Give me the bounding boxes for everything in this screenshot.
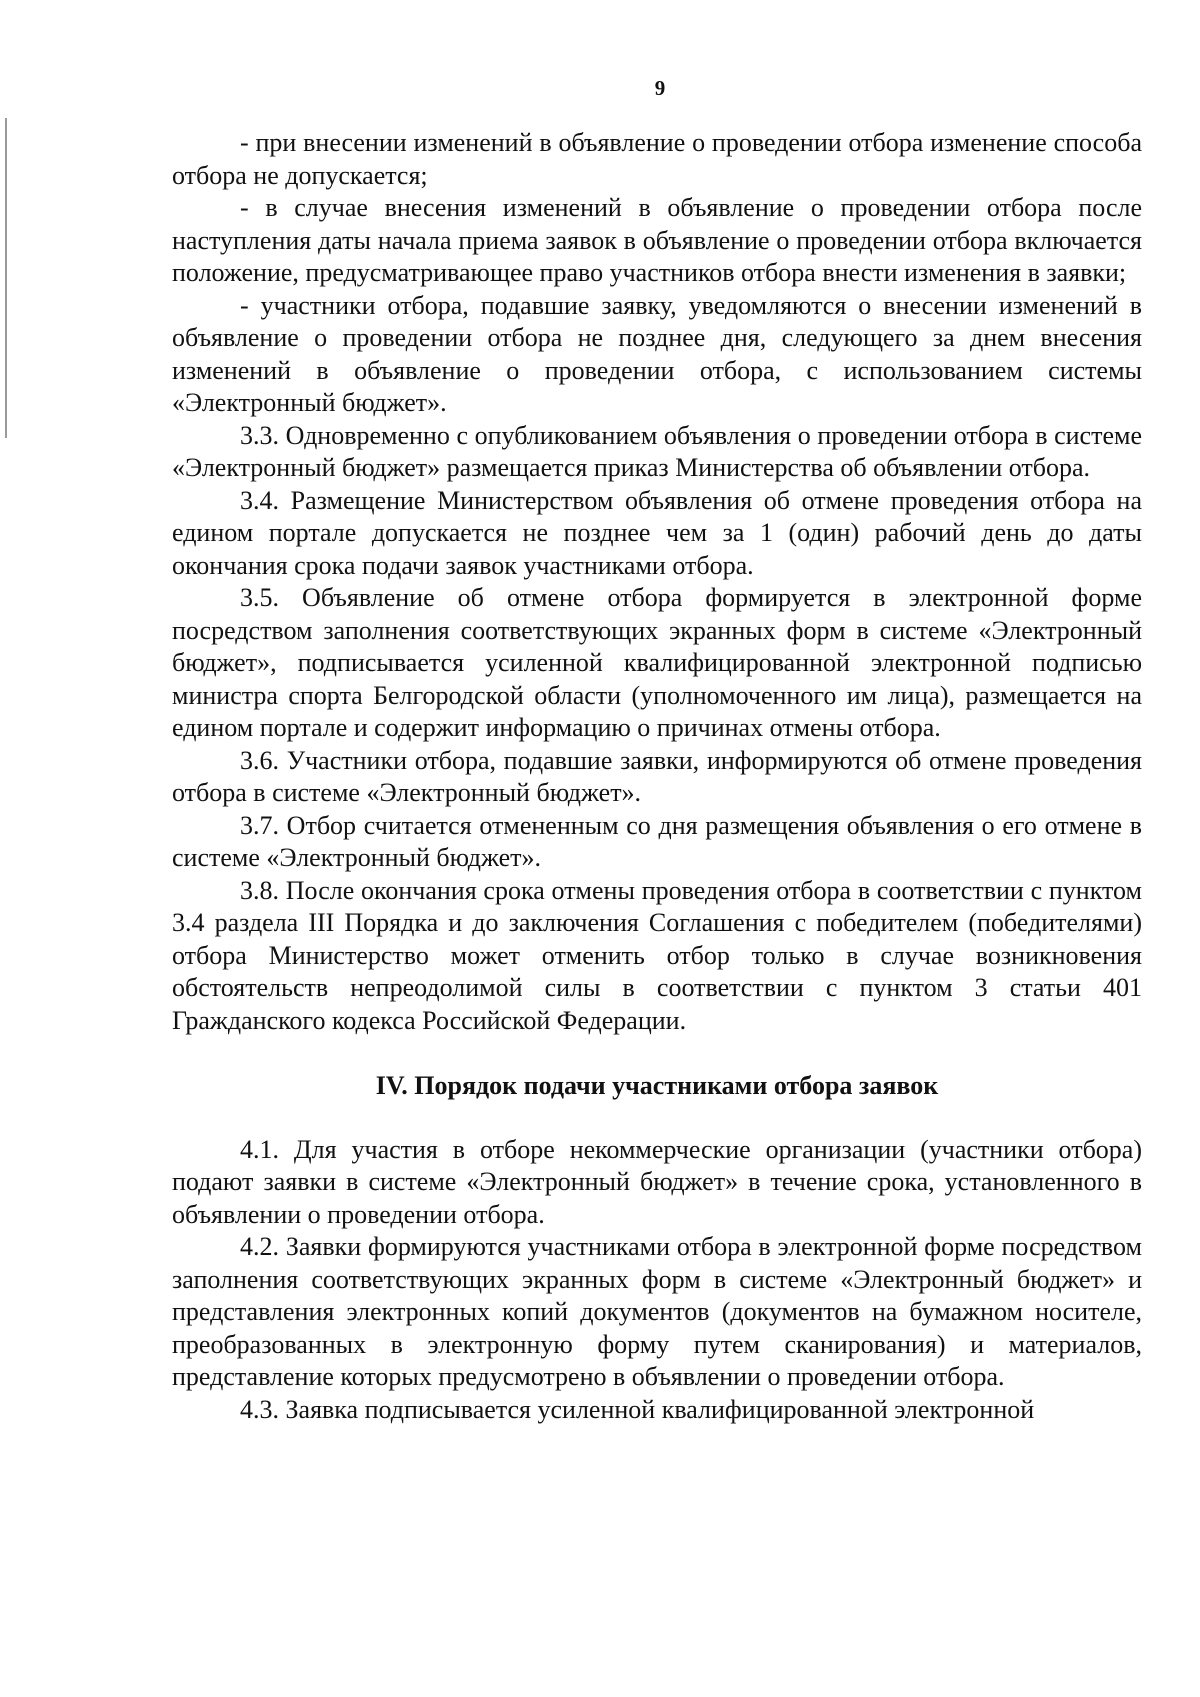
paragraph-3-7: 3.7. Отбор считается отмененным со дня размещения объявления о его отмене в системе «Электронный бюджет». xyxy=(172,810,1142,872)
section-heading-iv: IV. Порядок подачи участниками отбора заявок xyxy=(375,1071,939,1100)
page-number: 9 xyxy=(654,76,666,100)
paragraph-3-3: 3.3. Одновременно с опубликованием объявления о проведении отбора в системе «Электронный бюджет» размещается приказ Министерства об объявлении отбора. xyxy=(172,420,1142,482)
paragraph-3-4: 3.4. Размещение Министерством объявления об отмене проведения отбора на едином портале допускается не позднее чем за 1 (один) рабочий день до даты окончания срока подачи заявок участниками отбора. xyxy=(172,485,1142,580)
paragraph-bullet-method-change: - при внесении изменений в объявление о проведении отбора изменение способа отбора не допускается; xyxy=(172,128,1142,190)
paragraph-4-2: 4.2. Заявки формируются участниками отбора в электронной форме посредством заполнения соответствующих экранных форм в системе «Электронный бюджет» и представления электронных копий документов (документов на бумажном носителе, преобразованных в электронную форму путем сканирования) и материалов, представление которых предусмотрено в объявлении о проведении отбора. xyxy=(172,1232,1142,1391)
paragraph-3-6: 3.6. Участники отбора, подавшие заявки, информируются об отмене проведения отбора в системе «Электронный бюджет». xyxy=(172,745,1142,807)
paragraph-4-1: 4.1. Для участия в отборе некоммерческие организации (участники отбора) подают заявки в системе «Электронный бюджет» в течение срока, установленного в объявлении о проведении отбора. xyxy=(172,1134,1142,1229)
document-body xyxy=(172,127,1142,1426)
scan-edge-mark xyxy=(5,118,7,438)
paragraph-4-3: 4.3. Заявка подписывается усиленной квалифицированной электронной xyxy=(240,1394,1035,1424)
paragraph-3-5: 3.5. Объявление об отмене отбора формируется в электронной форме посредством заполнения соответствующих экранных форм в системе «Электронный бюджет», подписывается усиленной квалифицированной электронной подписью министра спорта Белгородской области (уполномоченного им лица), размещается на едином портале и содержит информацию о причинах отмены отбора. xyxy=(172,583,1142,742)
paragraph-bullet-applications-change: - в случае внесения изменений в объявление о проведении отбора после наступления даты начала приема заявок в объявление о проведении отбора включается положение, предусматривающее право участников отбора внести изменения в заявки; xyxy=(172,193,1142,287)
paragraph-bullet-participant-notice: - участники отбора, подавшие заявку, уведомляются о внесении изменений в объявление о проведении отбора не позднее дня, следующего за днем внесения изменений в объявление о проведении отбора, с использованием системы «Электронный бюджет». xyxy=(172,290,1142,417)
paragraph-3-8: 3.8. После окончания срока отмены проведения отбора в соответствии с пунктом 3.4 раздела III Порядка и до заключения Соглашения с победителем (победителями) отбора Министерство может отменить отбор только в случае возникновения обстоятельств непреодолимой силы в соответствии с пунктом 3 статьи 401 Гражданского кодекса Российской Федерации. xyxy=(172,875,1142,1035)
